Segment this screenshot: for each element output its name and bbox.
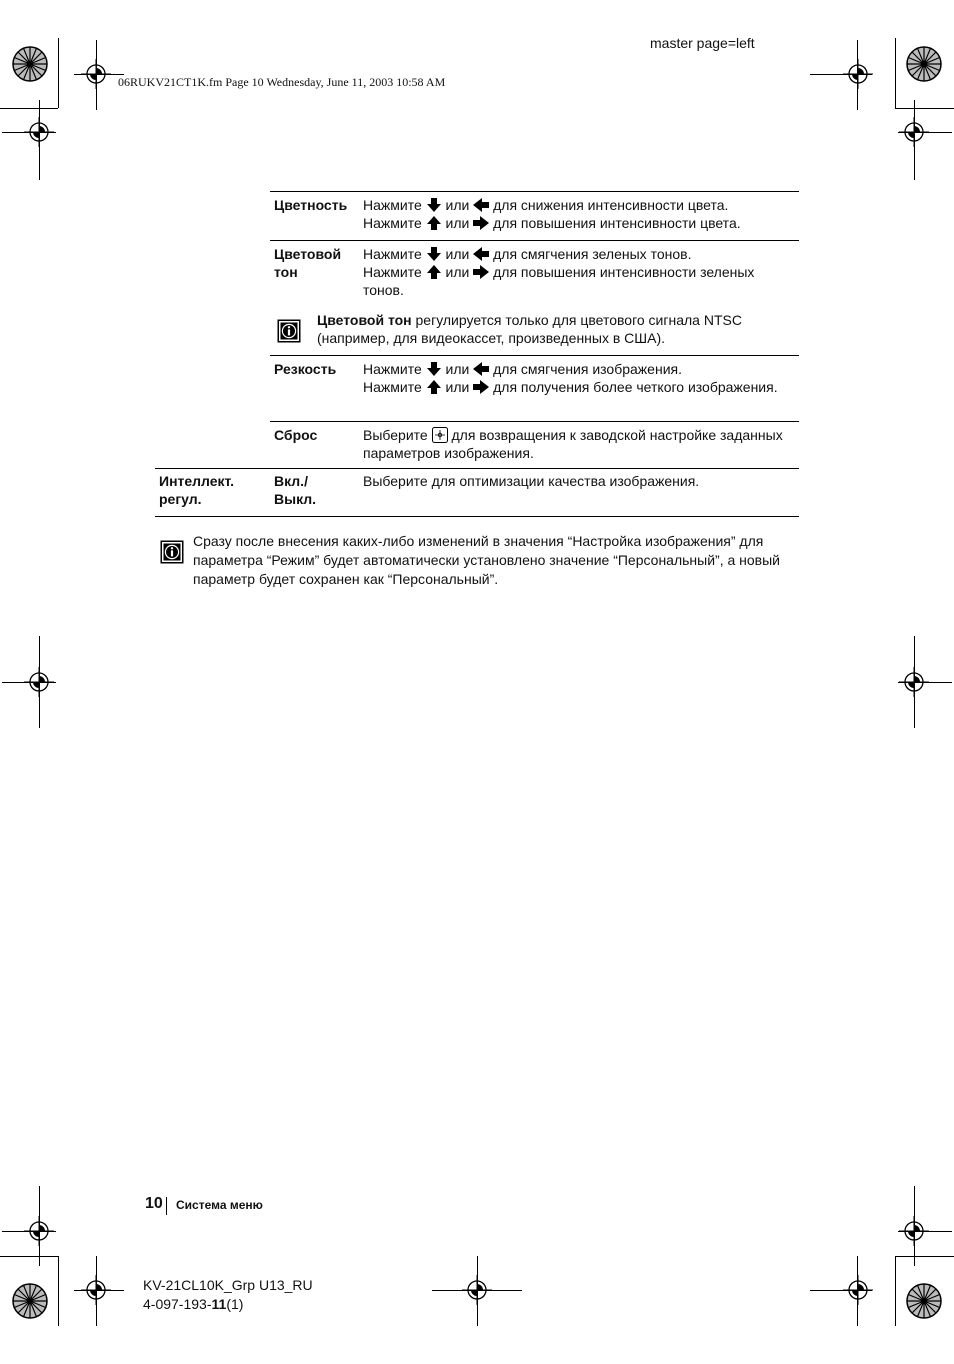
text: для повышения интенсивности цвета. [493,215,741,231]
table-row-label: Цветовой тон [274,246,342,280]
arrow-right-icon [473,380,489,394]
crop-line [432,1290,522,1291]
crop-line [477,1256,478,1326]
arrow-right-icon [473,216,489,230]
table-rule [270,240,799,241]
text: для получения более четкого изображения. [493,379,778,395]
text: Нажмите [363,361,422,377]
table-rule [270,355,799,356]
text: Нажмите [363,246,422,262]
text: Нажмите [363,197,422,213]
model-line: KV-21CL10K_Grp U13_RU [143,1277,313,1293]
info-icon [160,540,184,564]
footer-divider [166,1197,167,1215]
table-rule [270,191,799,192]
table-row-description [363,426,783,462]
table-group-label: Интеллект. регул. [159,473,235,507]
page-number: 10 [145,1195,163,1212]
star-target-icon [906,1283,942,1319]
text: или [445,361,470,377]
table-row-description [363,360,799,396]
settings-note: Сразу после внесения каких-либо изменений в значения “Настройка изображения” для параметра “Режим” будет автоматически установлено значение “Персональный”, а новый параметр будет сохранен как “Персональный”. [193,533,780,587]
part-number-line [143,1295,313,1314]
text: для снижения интенсивности цвета. [493,197,729,213]
section-title: Система меню [176,1198,263,1212]
model-info [143,1276,313,1314]
table-rule [270,421,799,422]
text: Нажмите [363,264,422,280]
text: 11 [211,1296,227,1312]
table-rule [155,516,799,517]
arrow-down-icon [426,362,442,376]
ok-button-icon [432,427,448,443]
text: для смягчения зеленых тонов. [493,246,692,262]
description-line [363,360,799,378]
arrow-up-icon [426,265,442,279]
text: Нажмите [363,379,422,395]
description-line [363,196,799,214]
note-bold-term: Цветовой тон [317,312,412,328]
text: (1) [226,1296,244,1312]
text: для возвращения к заводской настройке заданных параметров изображения. [363,427,783,461]
text: или [445,197,470,213]
text: 4-097-193- [143,1296,212,1312]
star-target-icon [906,46,942,82]
description-line [363,214,799,232]
description-line [363,245,799,263]
table-row-label: Резкость [274,361,337,377]
text: или [445,264,470,280]
arrow-down-icon [426,247,442,261]
table-row-description: Выберите для оптимизации качества изображения. [363,473,700,489]
star-target-icon [12,1283,48,1319]
arrow-left-icon [473,362,489,376]
text: или [445,215,470,231]
table-rule [155,468,799,469]
table-row-description [363,245,799,299]
info-icon [277,319,301,343]
table-row-label: Цветность [274,197,348,213]
text: для повышения интенсивности зеленых тонов. [363,264,755,298]
table-row-label: Вкл./ Выкл. [274,473,317,507]
arrow-up-icon [426,216,442,230]
star-target-icon [12,46,48,82]
crop-line [2,682,56,683]
arrow-down-icon [426,198,442,212]
arrow-left-icon [473,247,489,261]
text: Нажмите [363,215,422,231]
text: Выберите [363,427,428,443]
arrow-right-icon [473,265,489,279]
note-text: регулируется только для цветового сигнала NTSC (например, для видеокассет, произведенных в США). [317,312,742,346]
text: для смягчения изображения. [493,361,682,377]
crop-line [898,682,952,683]
description-line [363,263,799,299]
arrow-up-icon [426,380,442,394]
text: или [445,246,470,262]
table-row-label: Сброс [274,427,318,443]
description-line [363,378,799,396]
table-row-description [363,196,799,232]
arrow-left-icon [473,198,489,212]
text: или [445,379,470,395]
master-page-label: master page=left [650,35,755,51]
file-info-line: 06RUKV21CT1K.fm Page 10 Wednesday, June 11, 2003 10:58 AM [118,75,446,89]
hue-note [317,311,799,347]
